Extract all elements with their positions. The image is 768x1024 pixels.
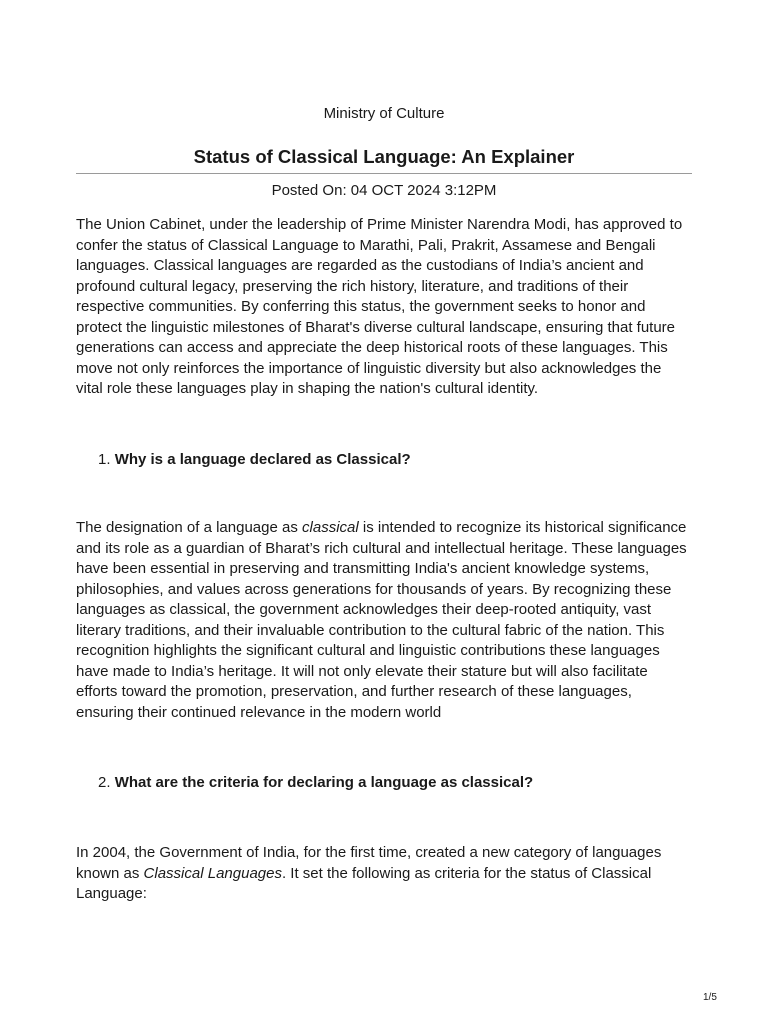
answer-paragraph-1 <box>76 518 692 723</box>
posted-date: Posted On: 04 OCT 2024 3:12PM <box>271 182 497 199</box>
answer-text-start: In 2004, the Government of India, for the first time, created a new category of languages known as <box>76 844 662 882</box>
question-heading-2 <box>98 773 533 793</box>
question-number: 1. <box>98 451 111 468</box>
title-divider <box>76 173 692 174</box>
intro-paragraph: The Union Cabinet, under the leadership of Prime Minister Narendra Modi, has approved to confer the status of Classical Language to Marathi, Pali, Prakrit, Assamese and Bengali languages. Classical languages are regarded as the custodians of India’s ancient and profound cultural legacy, preserving the rich history, literature, and traditions of their respective communities. By conferring this status, the government seeks to honor and protect the linguistic milestones of Bharat's diverse cultural landscape, ensuring that future generations can access and appreciate the deep historical roots of these languages. This move not only reinforces the importance of linguistic diversity but also acknowledges the vital role these languages play in shaping the nation's cultural identity. <box>76 216 683 397</box>
answer-text-italic: Classical Languages <box>143 864 282 882</box>
page-number: 1/5 <box>703 992 717 1003</box>
answer-paragraph-2 <box>76 843 692 905</box>
question-number: 2. <box>98 774 111 791</box>
answer-text-start: The designation of a language as <box>76 519 303 536</box>
question-heading-1 <box>98 450 411 470</box>
question-text: What are the criteria for declaring a language as classical? <box>114 774 534 791</box>
question-text: Why is a language declared as Classical? <box>114 451 411 468</box>
answer-text-italic: classical <box>302 519 359 536</box>
answer-text-rest: is intended to recognize its historical significance and its role as a guardian of Bharat’s rich cultural and intellectual heritage. These languages have been essential in preserving and transmitting India's ancient knowledge systems, philosophies, and values across generations for thousands of years. By recognizing these languages as classical, the government acknowledges their deep-rooted antiquity, vast literary traditions, and their invaluable contribution to the cultural fabric of the nation. This recognition highlights the significant cultural and linguistic contributions these languages have made to India’s heritage. It will not only elevate their stature but will also facilitate efforts toward the promotion, preservation, and further research of these languages, ensuring their continued relevance in the modern world <box>76 519 687 721</box>
ministry-name: Ministry of Culture <box>323 105 445 122</box>
answer-text-rest: . It set the following as criteria for the status of Classical Language: <box>76 864 652 902</box>
page-title: Status of Classical Language: An Explainer <box>193 146 575 167</box>
